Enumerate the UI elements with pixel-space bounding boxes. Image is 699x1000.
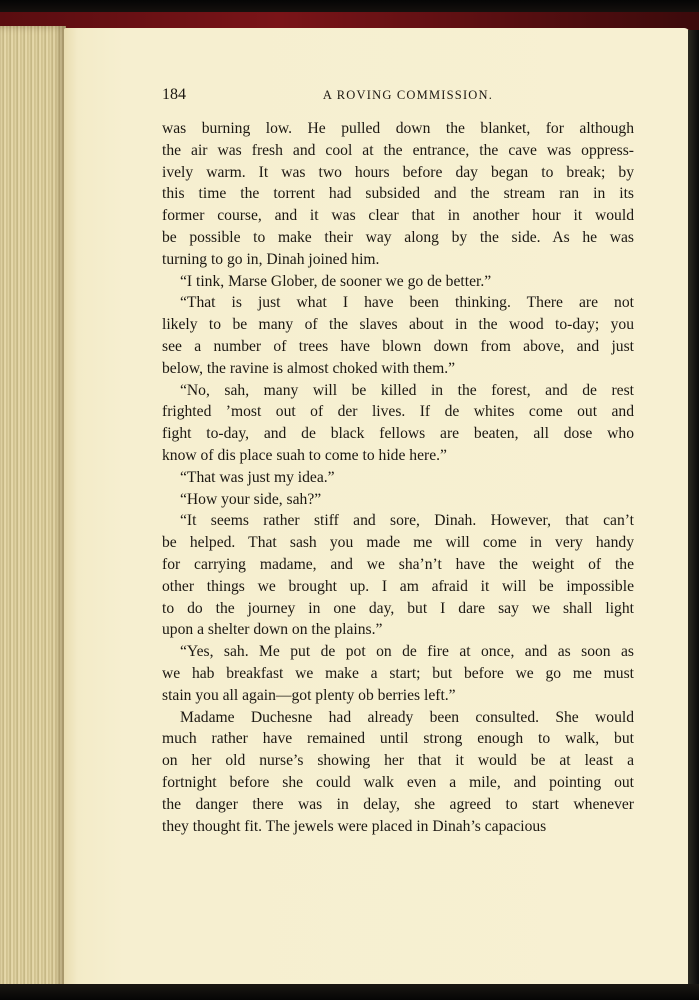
text-line: likely to be many of the slaves about in the wood to-day; you [162,316,634,334]
text-line: other things we brought up. I am afraid it will be impossible [162,577,634,595]
text-line: we hab breakfast we make a start; but before we go me must [162,664,634,682]
text-line: fortnight before she could walk even a mile, and pointing out [162,773,634,791]
paragraph [162,292,634,379]
text-line: stain you all again—got plenty ob berries left.” [162,686,456,704]
text-line: “How your side, sah?” [180,490,322,508]
text-line: frighted ’most out of der lives. If de whites come out and [162,403,634,421]
paragraph [162,641,634,706]
text-line: for carrying madame, and we sha’n’t have the weight of the [162,555,634,573]
paragraph [162,707,634,838]
scan-bottom-border [0,984,699,1000]
text-line: “It seems rather stiff and sore, Dinah. However, that can’t [180,512,634,530]
text-line: was burning low. He pulled down the blanket, for although [162,120,634,137]
text-line: “That is just what I have been thinking. There are not [180,294,634,312]
page-right-shadow [688,30,699,990]
text-line: be helped. That sash you made me will come in very handy [162,534,634,552]
text-line: be possible to make their way along by the side. As he was [162,228,634,246]
text-line: turning to go in, Dinah joined him. [162,250,380,268]
text-line: see a number of trees have blown down from above, and just [162,337,634,355]
text-line: former course, and it was clear that in another hour it would [162,207,634,225]
text-line: fight to-day, and de black fellows are beaten, all dose who [162,425,634,443]
text-line: ively warm. It was two hours before day began to break; by [162,163,634,181]
text-line: Madame Duchesne had already been consulted. She would [180,708,634,726]
text-line: “That was just my idea.” [180,468,335,486]
text-line: “I tink, Marse Glober, de sooner we go de better.” [180,272,492,290]
text-line: the danger there was in delay, she agreed to start whenever [162,795,634,813]
paragraph [162,271,634,293]
paragraph [162,489,634,511]
running-head: A ROVING COMMISSION. [322,88,494,102]
page-number: 184 [162,86,186,103]
text-line: “No, sah, many will be killed in the forest, and de rest [180,381,634,399]
text-line: upon a shelter down on the plains.” [162,621,383,639]
text-line: to do the journey in one day, but I dare say we shall light [162,599,634,617]
text-line: this time the torrent had subsided and the stream ran in its [162,185,634,203]
text-line: the air was fresh and cool at the entrance, the cave was oppress- [162,141,634,159]
text-line: know of dis place suah to come to hide here.” [162,446,447,464]
text-line: on her old nurse’s showing her that it would be at least a [162,752,634,770]
text-line: much rather have remained until strong enough to walk, but [162,730,634,748]
text-line: “Yes, sah. Me put de pot on de fire at once, and as soon as [180,643,634,661]
paragraph [162,510,634,641]
page-stack-edges [0,26,66,1000]
body-text [162,118,634,837]
paragraph [162,118,634,271]
paragraph [162,380,634,467]
text-line: they thought fit. The jewels were placed in Dinah’s capacious [162,817,547,835]
text-line: below, the ravine is almost choked with them.” [162,359,456,377]
paragraph [162,467,634,489]
page-header [162,86,634,106]
